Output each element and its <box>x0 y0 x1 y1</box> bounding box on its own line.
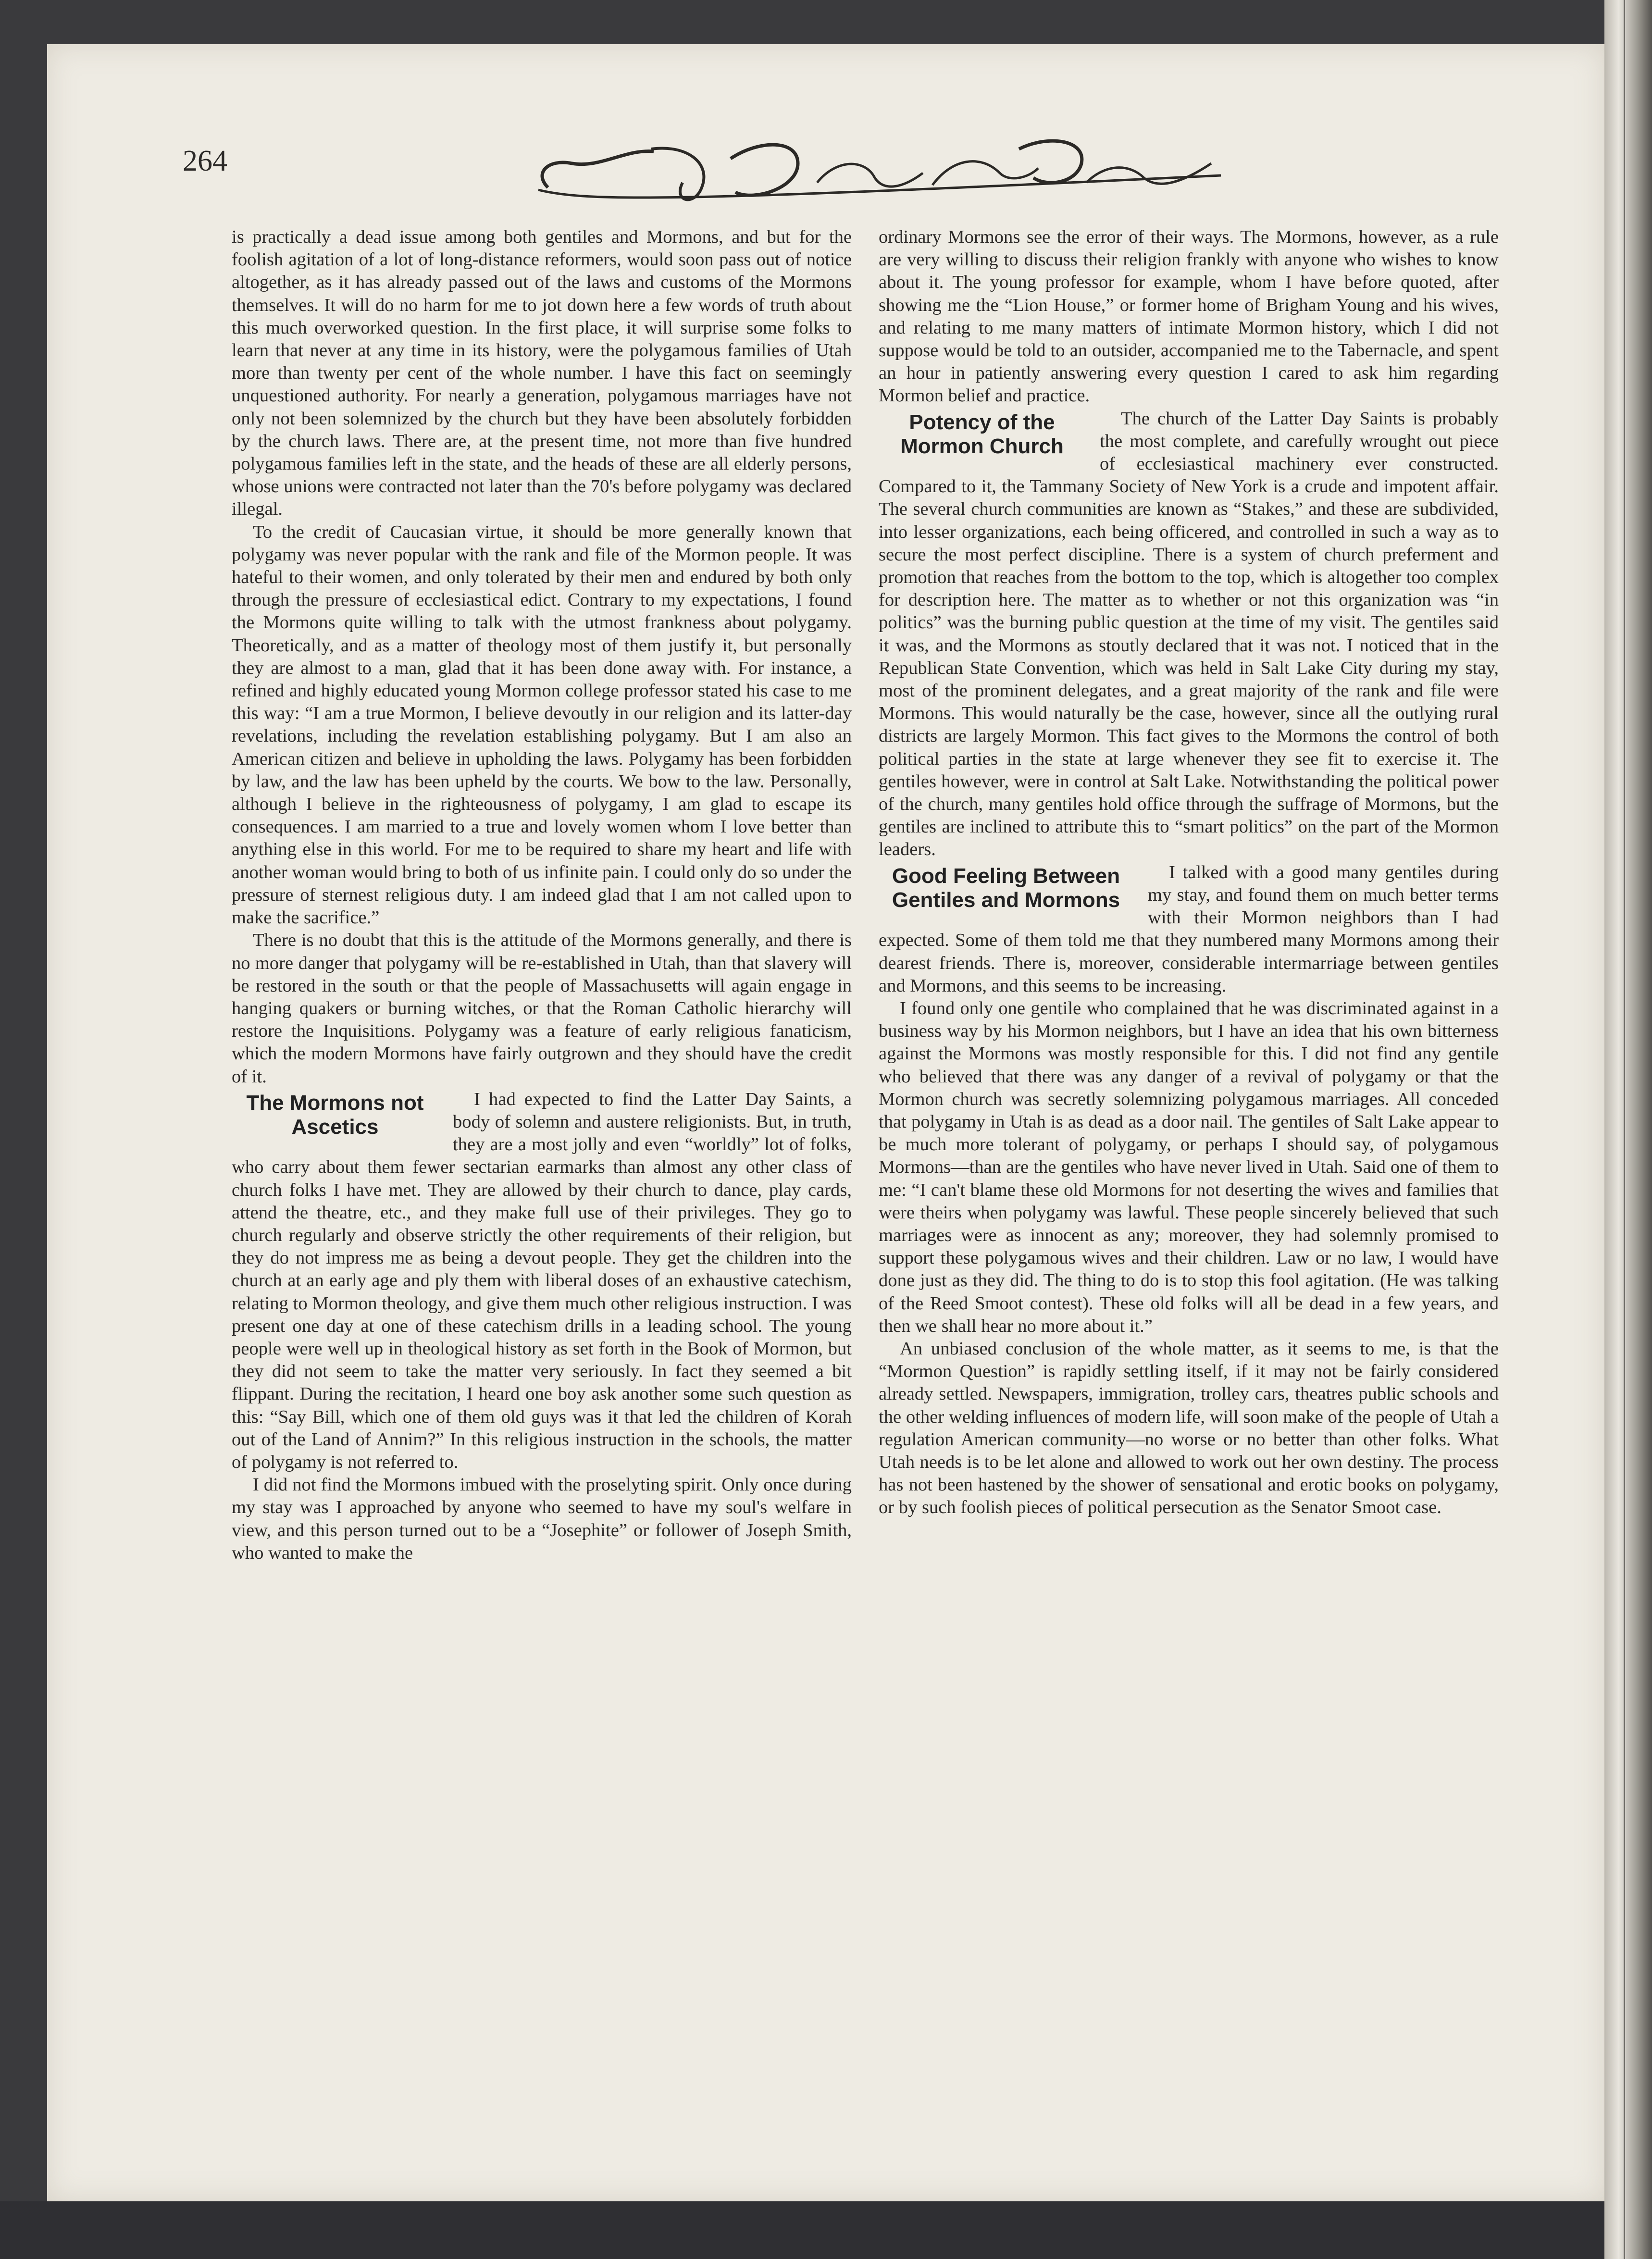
paragraph: I did not find the Mormons imbued with the proselyting spirit. Only once during my stay was I approached by anyone who seemed to have my soul's welfare in view, and this person turned out to be a “Josephite” or follower of Joseph Smith, who wanted to make the <box>232 1475 852 1563</box>
paragraph: I talked with a good many gentiles during my stay, and found them on much better terms with their Mormon neighbors than I had expected. Some of them told me that they numbered many Mormons among their dearest friends. There is, moreover, considerable intermarriage between gentiles and Mormons, and this seems to be increasing. <box>879 862 1499 996</box>
paragraph: is practically a dead issue among both gentiles and Mormons, and but for the foolish agitation of a lot of long-distance reformers, would soon pass out of notice altogether, as it has already passed out of the laws and customs of the Mormons themselves. It will do no harm for me to jot down here a few words of truth about this much overworked question. In the first place, it will surprise some folks to learn that never at any time in its history, were the polygamous families of Utah more than twenty per cent of the whole number. I have this fact on seemingly unquestioned authority. For nearly a generation, polygamous marriages have not only not been solemnized by the church but they have been absolutely forbidden by the church laws. There are, at the present time, not more than five hundred polygamous families left in the state, and the heads of these are all elderly persons, whose unions were contracted not later than the 70's before polygamy was declared illegal. <box>232 227 852 520</box>
side-heading: The Mormons not Ascetics <box>246 1091 424 1139</box>
masthead-logo <box>529 130 1240 221</box>
masthead-script <box>529 130 1240 221</box>
paragraph: The church of the Latter Day Saints is probably the most complete, and carefully wrought out piece of ecclesiastical machinery ever constructed. Compared to it, the Tammany Society of New York is a crude and impotent affair. The several church communities are known as “Stakes,” and these are subdivided, into lesser organizations, each being officered, and controlled in such a way as to secure the most perfect discipline. There is a system of church preferment and promotion that reaches from the bottom to the top, which is altogether too complex for description here. The matter as to whether or not this organization was “in politics” was the burning public question at the time of my visit. The gentiles said it was, and the Mormons as stoutly declared that it was not. I noticed that in the Republican State Convention, which was held in Salt Lake City during my stay, most of the prominent delegates, and a great majority of the rank and file were Mormons. This would naturally be the case, however, since all the outlying rural districts are largely Mormon. This fact gives to the Mormons the control of both political parties in the state at large whenever they see fit to exercise it. The gentiles however, were in control at Salt Lake. Notwithstanding the political power of the church, many gentiles hold office through the suffrage of Mormons, but the gentiles are inclined to attribute this to “smart politics” on the part of the Mormon leaders. <box>879 408 1499 860</box>
paragraph: An unbiased conclusion of the whole matter, as it seems to me, is that the “Mormon Question” is rapidly settling itself, if it may not be fairly considered already settled. Newspapers, immigration, trolley cars, theatres public schools and the other welding influences of modern life, will soon make of the people of Utah a regulation American community—no worse or no better than other folks. What Utah needs is to be let alone and allowed to work out her own destiny. The process has not been hastened by the shower of sensational and erotic books on polygamy, or by such foolish pieces of political persecution as the Senator Smoot case. <box>879 1338 1499 1518</box>
paragraph: To the credit of Caucasian virtue, it should be more generally known that polygamy was never popular with the rank and file of the Mormon people. It was hateful to their women, and only tolerated by their men and endured by both only through the pressure of ecclesiastical edict. Contrary to my expectations, I found the Mormons quite willing to talk with the utmost frankness about polygamy. Theoretically, and as a matter of theology most of them justify it, but personally they are almost to a man, glad that it has been done away with. For instance, a refined and highly educated young Mormon college professor stated his case to me this way: “I am a true Mormon, I believe devoutly in our religion and its latter-day revelations, including the revelation establishing polygamy. But I am also an American citizen and believe in upholding the laws. Polygamy has been forbidden by law, and the law has been upheld by the courts. We bow to the law. Personally, although I believe in the righteousness of polygamy, I am glad to escape its consequences. I am married to a true and lovely women whom I love better than anything else in this world. For me to be required to share my heart and life with another woman would bring to both of us infinite pain. I could only do so under the pressure of sternest religious duty. I am indeed glad that I am not called upon to make the sacrifice.” <box>232 521 852 928</box>
left-column <box>232 226 852 1564</box>
side-heading: Good Feeling Between Gentiles and Mormons <box>892 864 1120 912</box>
book-spine <box>1604 0 1652 2259</box>
page-number: 264 <box>183 145 227 177</box>
paragraph: I found only one gentile who complained that he was discriminated against in a business way by his Mormon neighbors, but I have an idea that his own bitterness against the Mormons was mostly responsible for this. I did not find any gentile who believed that there was any danger of a revival of polygamy or that the Mormon church was secretly solemnizing polygamous marriages. All conceded that polygamy in Utah is as dead as a door nail. The gentiles of Salt Lake appear to be much more tolerant of polygamy, or perhaps I should say, of polygamous Mormons—than are the gentiles who have never lived in Utah. Said one of them to me: “I can't blame these old Mormons for not deserting the wives and families that were theirs when polygamy was lawful. These people sincerely believed that such marriages were as innocent as any; moreover, they had solemnly promised to support these polygamous wives and their children. Law or no law, I would have done just as they did. The thing to do is to stop this fool agitation. (He was talking of the Reed Smoot contest). These old folks will all be dead in a few years, and then we shall hear no more about it.” <box>879 998 1499 1336</box>
scan-background <box>0 2201 1604 2259</box>
spine-fold <box>1624 0 1625 2259</box>
side-heading: Potency of the Mormon Church <box>900 410 1064 458</box>
paragraph: There is no doubt that this is the attitude of the Mormons generally, and there is no more danger that polygamy will be re-established in Utah, than that slavery will be restored in the south or that the people of Massachusetts will again engage in hanging quakers or burning witches, or that the Roman Catholic hierarchy will restore the Inquisitions. Polygamy was a feature of early religious fanaticism, which the modern Mormons have fairly outgrown and they should have the credit of it. <box>232 930 852 1087</box>
right-column <box>879 226 1499 1519</box>
paragraph: I had expected to find the Latter Day Saints, a body of solemn and austere religionists. But, in truth, they are a most jolly and even “worldly” lot of folks, who carry about them fewer sectarian earmarks than almost any other class of church folks I have met. They are allowed by their church to dance, play cards, attend the theatre, etc., and they make full use of their privileges. They go to church regularly and observe strictly the other requirements of their religion, but they do not impress me as being a devout people. They get the children into the church at an early age and ply them with liberal doses of an exhaustive catechism, relating to Mormon theology, and give them much other religious instruction. I was present one day at one of these catechism drills in a leading school. The young people were well up in theological history as set forth in the Book of Mormon, but they did not seem to take the matter very seriously. In fact they seemed a bit flippant. During the recitation, I heard one boy ask another some such question as this: “Say Bill, which one of them old guys was it that led the children of Korah out of the Land of Annim?” In this religious instruction in the schools, the matter of polygamy is not referred to. <box>232 1089 852 1472</box>
paragraph: ordinary Mormons see the error of their ways. The Mormons, however, as a rule are very willing to discuss their religion frankly with anyone who wishes to know about it. The young professor for example, whom I have before quoted, after showing me the “Lion House,” or former home of Brigham Young and his wives, and relating to me many matters of intimate Mormon history, which I did not suppose would be told to an outsider, accompanied me to the Tabernacle, and spent an hour in patiently answering every question I cared to ask him regarding Mormon belief and practice. <box>879 227 1499 406</box>
